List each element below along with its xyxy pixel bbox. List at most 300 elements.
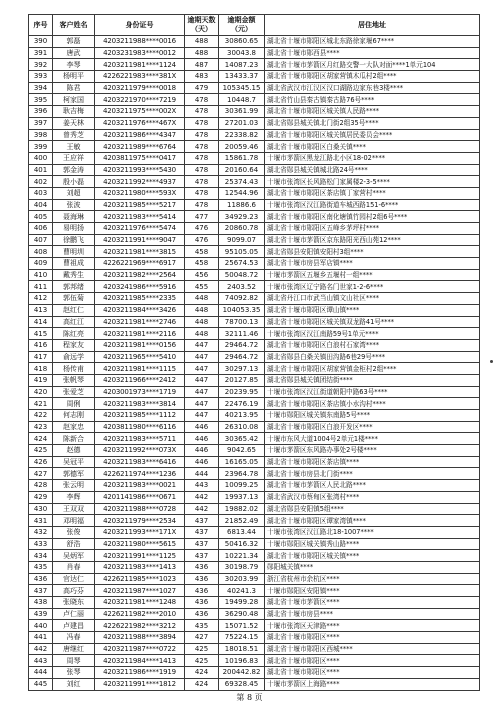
overdue-days: 437 xyxy=(185,515,219,527)
address: 湖北省十堰市郧阳区茶店镇**** xyxy=(265,456,480,468)
customer-name: 张波 xyxy=(53,199,95,211)
customer-name: 郭德军 xyxy=(53,468,95,480)
id-number: 4203211983****6416 xyxy=(95,456,185,468)
address: 湖北省十堰市郧阳区白浪村石家湾**** xyxy=(265,339,480,351)
overdue-days: 447 xyxy=(185,339,219,351)
address: 湖北省十堰市郧阳区白浪开发区**** xyxy=(265,421,480,433)
table-row xyxy=(29,59,480,71)
overdue-days: 447 xyxy=(185,351,219,363)
table-row xyxy=(29,187,480,199)
address: 湖北省十堰市茅箭区人民北路**** xyxy=(265,480,480,492)
customer-name: 张爱芝 xyxy=(53,386,95,398)
overdue-amount: 27201.03 xyxy=(219,117,265,129)
address: 湖北省十堰市郧阳区南化塘镇竹园村2组6号**** xyxy=(265,211,480,223)
row-index: 438 xyxy=(29,597,53,609)
id-number: 4226221982****3212 xyxy=(95,620,185,632)
overdue-days: 487 xyxy=(185,59,219,71)
table-row xyxy=(29,328,480,340)
id-number: 4201141986****0671 xyxy=(95,491,185,503)
customer-name: 张琴 xyxy=(53,667,95,679)
overdue-amount: 40213.95 xyxy=(219,410,265,422)
table-row xyxy=(29,667,480,679)
overdue-amount: 105345.15 xyxy=(219,82,265,94)
id-number: 4203211981****1248 xyxy=(95,597,185,609)
customer-name: 徐鹏飞 xyxy=(53,234,95,246)
id-number: 4203211992****073X xyxy=(95,445,185,457)
overdue-amount: 30361.99 xyxy=(219,106,265,118)
overdue-amount: 32111.46 xyxy=(219,328,265,340)
customer-name: 王应祥 xyxy=(53,152,95,164)
row-index: 406 xyxy=(29,223,53,235)
address: 湖北省武汉市江汉区汉口湖路边家东巷3楼**** xyxy=(265,82,480,94)
overdue-days: 444 xyxy=(185,468,219,480)
id-number: 4203211980****593X xyxy=(95,187,185,199)
address: 十堰市东风大道1004号2单元1楼**** xyxy=(265,433,480,445)
row-index: 445 xyxy=(29,678,53,690)
customer-name: 舒浩 xyxy=(53,538,95,550)
overdue-amount: 15071.52 xyxy=(219,620,265,632)
table-header xyxy=(29,15,480,36)
id-number: 4203231983****0012 xyxy=(95,47,185,59)
row-index: 416 xyxy=(29,339,53,351)
id-number: 4203211981****0156 xyxy=(95,339,185,351)
address: 十堰市张湾区天津路**** xyxy=(265,620,480,632)
customer-name: 刘超 xyxy=(53,187,95,199)
address: 湖北省武汉市蔡甸区张湾村**** xyxy=(265,491,480,503)
header-name: 客户姓名 xyxy=(53,15,95,36)
row-index: 409 xyxy=(29,258,53,270)
address: 十堰市茅箭区东风路办事处2号楼**** xyxy=(265,445,480,457)
table-row xyxy=(29,351,480,363)
row-index: 413 xyxy=(29,304,53,316)
table-row xyxy=(29,176,480,188)
id-number: 4226211974****1236 xyxy=(95,468,185,480)
overdue-amount: 16165.05 xyxy=(219,456,265,468)
header-amount: 逾期金额（元） xyxy=(219,15,265,36)
id-number: 4203211988****0016 xyxy=(95,36,185,48)
id-number: 4203211987****1027 xyxy=(95,585,185,597)
overdue-days: 478 xyxy=(185,176,219,188)
address: 湖北省十堰市郧西县**** xyxy=(265,47,480,59)
id-number: 4203211983****3814 xyxy=(95,398,185,410)
row-index: 396 xyxy=(29,106,53,118)
address: 湖北省十堰市郧阳区城关镇双龙路41号**** xyxy=(265,316,480,328)
address: 湖北省十堰市房县北门街**** xyxy=(265,468,480,480)
row-index: 427 xyxy=(29,468,53,480)
row-index: 397 xyxy=(29,117,53,129)
overdue-days: 478 xyxy=(185,94,219,106)
row-index: 436 xyxy=(29,573,53,585)
id-number: 4203211992****4937 xyxy=(95,176,185,188)
address: 湖北省十堰市郧阳区城关镇**** xyxy=(265,550,480,562)
overdue-days: 458 xyxy=(185,258,219,270)
overdue-amount: 22476.19 xyxy=(219,398,265,410)
overdue-amount: 69328.45 xyxy=(219,678,265,690)
customer-name: 郭邦绪 xyxy=(53,281,95,293)
address: 十堰市郧阳区城关镇秀山路**** xyxy=(265,538,480,550)
table-row xyxy=(29,655,480,667)
address: 湖北省十堰市郧阳区胡家营镇金柜村2组**** xyxy=(265,363,480,375)
table-row xyxy=(29,363,480,375)
row-index: 426 xyxy=(29,456,53,468)
address: 湖北省郧县城关镇城北路24号**** xyxy=(265,164,480,176)
table-row xyxy=(29,445,480,457)
id-number: 4203211987****0722 xyxy=(95,643,185,655)
id-number: 4203811980****6116 xyxy=(95,421,185,433)
row-index: 435 xyxy=(29,561,53,573)
customer-name: 何志刚 xyxy=(53,410,95,422)
id-number: 4203211979****0018 xyxy=(95,82,185,94)
overdue-days: 447 xyxy=(185,363,219,375)
row-index: 414 xyxy=(29,316,53,328)
address: 湖北省丹江口市武当山镇文山社区**** xyxy=(265,293,480,305)
address: 十堰市茅箭区五堰乡五堰村一组**** xyxy=(265,269,480,281)
address: 湖北省十堰市郧阳区**** xyxy=(265,632,480,644)
table-row xyxy=(29,223,480,235)
address: 十堰市张湾区汉江南路59号1单元**** xyxy=(265,328,480,340)
overdue-amount: 21852.49 xyxy=(219,515,265,527)
overdue-amount: 22338.82 xyxy=(219,129,265,141)
address: 湖北省十堰市房县军店镇**** xyxy=(265,258,480,270)
header-address: 居住地址 xyxy=(265,15,480,36)
overdue-amount: 10196.83 xyxy=(219,655,265,667)
customer-name: 耿吉梅 xyxy=(53,106,95,118)
id-number: 4203211980****5615 xyxy=(95,538,185,550)
customer-name: 张云明 xyxy=(53,480,95,492)
overdue-amount: 200442.82 xyxy=(219,667,265,679)
table-row xyxy=(29,339,480,351)
customer-name: 王敏 xyxy=(53,141,95,153)
overdue-amount: 10448.7 xyxy=(219,94,265,106)
overdue-days: 436 xyxy=(185,585,219,597)
row-index: 425 xyxy=(29,445,53,457)
address: 湖北省郧县白桑关镇田沟路6巷29号**** xyxy=(265,351,480,363)
header-index: 序号 xyxy=(29,15,53,36)
row-index: 421 xyxy=(29,398,53,410)
id-number: 4203241986****5916 xyxy=(95,281,185,293)
row-index: 392 xyxy=(29,59,53,71)
row-index: 415 xyxy=(29,328,53,340)
customer-name: 程家友 xyxy=(53,339,95,351)
overdue-amount: 20860.78 xyxy=(219,223,265,235)
overdue-days: 446 xyxy=(185,456,219,468)
overdue-amount: 30198.79 xyxy=(219,561,265,573)
overdue-amount: 19499.28 xyxy=(219,597,265,609)
table-row xyxy=(29,480,480,492)
overdue-days: 478 xyxy=(185,199,219,211)
row-index: 402 xyxy=(29,176,53,188)
table-body xyxy=(29,36,480,691)
overdue-amount: 20059.46 xyxy=(219,141,265,153)
scan-dot xyxy=(490,360,493,363)
row-index: 404 xyxy=(29,199,53,211)
customer-name: 刘红 xyxy=(53,678,95,690)
table-row xyxy=(29,281,480,293)
table-row xyxy=(29,374,480,386)
customer-name: 姜天林 xyxy=(53,117,95,129)
customer-name: 杨明平 xyxy=(53,71,95,83)
customer-name: 赵红仁 xyxy=(53,304,95,316)
row-index: 398 xyxy=(29,129,53,141)
row-index: 393 xyxy=(29,71,53,83)
address: 湖北省郧县城关镇北门街2组35号**** xyxy=(265,117,480,129)
id-number: 4203211981****1124 xyxy=(95,59,185,71)
table-row xyxy=(29,538,480,550)
address: 十堰市郧阳区城关镇东南路5号**** xyxy=(265,410,480,422)
customer-name: 李琴 xyxy=(53,59,95,71)
id-number: 4203001973****1719 xyxy=(95,386,185,398)
overdue-days: 442 xyxy=(185,503,219,515)
id-number: 4203211976****467X xyxy=(95,117,185,129)
address: 湖北省十堰市郧阳区**** xyxy=(265,655,480,667)
overdue-amount: 50416.32 xyxy=(219,538,265,550)
table-row xyxy=(29,632,480,644)
overdue-days: 446 xyxy=(185,433,219,445)
row-index: 418 xyxy=(29,363,53,375)
address: 湖北省十堰市郧阳区谭山镇**** xyxy=(265,304,480,316)
row-index: 394 xyxy=(29,82,53,94)
table-row xyxy=(29,211,480,223)
row-index: 395 xyxy=(29,94,53,106)
customer-name: 高红江 xyxy=(53,316,95,328)
table-row xyxy=(29,258,480,270)
overdue-amount: 25674.53 xyxy=(219,258,265,270)
customer-name: 曾秀芝 xyxy=(53,129,95,141)
row-index: 412 xyxy=(29,293,53,305)
overdue-days: 437 xyxy=(185,550,219,562)
overdue-amount: 19937.13 xyxy=(219,491,265,503)
table-row xyxy=(29,597,480,609)
overdue-days: 479 xyxy=(185,82,219,94)
id-number: 4203211975****002X xyxy=(95,106,185,118)
overdue-days: 447 xyxy=(185,386,219,398)
overdue-amount: 75224.15 xyxy=(219,632,265,644)
customer-name: 柯家国 xyxy=(53,94,95,106)
overdue-amount: 26310.08 xyxy=(219,421,265,433)
row-index: 403 xyxy=(29,187,53,199)
overdue-days: 478 xyxy=(185,117,219,129)
address: 湖北省十堰市茅箭区京东路阳光西山苑12**** xyxy=(265,234,480,246)
row-index: 410 xyxy=(29,269,53,281)
id-number: 4203211993****171X xyxy=(95,526,185,538)
table-row xyxy=(29,678,480,690)
row-index: 431 xyxy=(29,515,53,527)
customer-name: 唐继红 xyxy=(53,643,95,655)
overdue-days: 427 xyxy=(185,632,219,644)
overdue-amount: 30043.8 xyxy=(219,47,265,59)
id-number: 4226221969****6917 xyxy=(95,258,185,270)
table-row xyxy=(29,561,480,573)
id-number: 4203211984****1413 xyxy=(95,655,185,667)
table-row xyxy=(29,36,480,48)
table-row xyxy=(29,129,480,141)
customer-name: 陈红亮 xyxy=(53,328,95,340)
customer-name: 曹明圳 xyxy=(53,246,95,258)
row-index: 432 xyxy=(29,526,53,538)
id-number: 4203211985****1112 xyxy=(95,410,185,422)
table-row xyxy=(29,234,480,246)
customer-name: 陈君 xyxy=(53,82,95,94)
table-row xyxy=(29,503,480,515)
table-row xyxy=(29,316,480,328)
id-number: 4203211979****2534 xyxy=(95,515,185,527)
overdue-days: 442 xyxy=(185,491,219,503)
id-number: 4226221983****381X xyxy=(95,71,185,83)
overdue-days: 483 xyxy=(185,71,219,83)
customer-name: 吴冠平 xyxy=(53,456,95,468)
customer-name: 杨传甫 xyxy=(53,363,95,375)
overdue-days: 436 xyxy=(185,608,219,620)
id-number: 4203211983****1413 xyxy=(95,561,185,573)
table-row xyxy=(29,398,480,410)
id-number: 4203211985****2335 xyxy=(95,293,185,305)
id-number: 4203211981****1115 xyxy=(95,363,185,375)
row-index: 444 xyxy=(29,667,53,679)
customer-name: 肖春 xyxy=(53,561,95,573)
customer-name: 邓明福 xyxy=(53,515,95,527)
overdue-days: 436 xyxy=(185,573,219,585)
customer-name: 赵家忠 xyxy=(53,421,95,433)
customer-name: 郭伍菊 xyxy=(53,293,95,305)
id-number: 4203211988****0728 xyxy=(95,503,185,515)
customer-name: 陈新合 xyxy=(53,433,95,445)
overdue-days: 446 xyxy=(185,445,219,457)
overdue-days: 455 xyxy=(185,281,219,293)
address: 十堰市张湾区长风路松门家属楼2-3-5**** xyxy=(265,176,480,188)
overdue-amount: 30365.42 xyxy=(219,433,265,445)
customer-name: 卢建昌 xyxy=(53,620,95,632)
table-row xyxy=(29,550,480,562)
customer-name: 赵德 xyxy=(53,445,95,457)
table-row xyxy=(29,71,480,83)
row-index: 420 xyxy=(29,386,53,398)
overdue-days: 446 xyxy=(185,421,219,433)
address: 十堰市张湾区汉江街道朝阳中路63号**** xyxy=(265,386,480,398)
customer-name: 周俐 xyxy=(53,398,95,410)
id-number: 4203211976****5474 xyxy=(95,223,185,235)
row-index: 390 xyxy=(29,36,53,48)
overdue-amount: 10099.25 xyxy=(219,480,265,492)
table-row xyxy=(29,585,480,597)
page-number: 第 8 页 xyxy=(236,693,263,702)
id-number: 4203221970****7219 xyxy=(95,94,185,106)
id-number: 4203211965****5410 xyxy=(95,351,185,363)
overdue-amount: 2403.52 xyxy=(219,281,265,293)
address: 湖北省郧县安阳镇5组**** xyxy=(265,503,480,515)
overdue-days: 488 xyxy=(185,36,219,48)
row-index: 417 xyxy=(29,351,53,363)
overdue-amount: 30203.99 xyxy=(219,573,265,585)
id-number: 4203211991****1125 xyxy=(95,550,185,562)
overdue-amount: 10221.34 xyxy=(219,550,265,562)
address: 湖北省十堰市郧阳区**** xyxy=(265,667,480,679)
address: 十堰市茅箭区黑龙江路北小区18-02**** xyxy=(265,152,480,164)
row-index: 399 xyxy=(29,141,53,153)
overdue-days: 448 xyxy=(185,316,219,328)
overdue-days: 476 xyxy=(185,223,219,235)
overdue-days: 448 xyxy=(185,293,219,305)
table-row xyxy=(29,643,480,655)
overdue-amount: 18018.51 xyxy=(219,643,265,655)
id-number: 4203211991****1812 xyxy=(95,678,185,690)
table-row xyxy=(29,410,480,422)
address: 湖北省十堰市郧阳区谭家湾镇**** xyxy=(265,515,480,527)
row-index: 433 xyxy=(29,538,53,550)
id-number: 4203211983****5414 xyxy=(95,211,185,223)
address: 十堰市茅箭区上海路**** xyxy=(265,678,480,690)
overdue-amount: 6813.44 xyxy=(219,526,265,538)
overdue-days: 447 xyxy=(185,410,219,422)
table-row xyxy=(29,141,480,153)
row-index: 441 xyxy=(29,632,53,644)
address: 湖北省郧县城关镇团结街**** xyxy=(265,374,480,386)
table-row xyxy=(29,456,480,468)
overdue-days: 477 xyxy=(185,211,219,223)
overdue-days: 447 xyxy=(185,398,219,410)
customer-name: 郭磊 xyxy=(53,36,95,48)
overdue-days: 478 xyxy=(185,187,219,199)
overdue-days: 447 xyxy=(185,374,219,386)
row-index: 422 xyxy=(29,410,53,422)
customer-name: 曹祖成 xyxy=(53,258,95,270)
overdue-amount: 9099.07 xyxy=(219,234,265,246)
overdue-days: 437 xyxy=(185,538,219,550)
table-row xyxy=(29,304,480,316)
overdue-amount: 30860.65 xyxy=(219,36,265,48)
row-index: 419 xyxy=(29,374,53,386)
row-index: 437 xyxy=(29,585,53,597)
row-index: 428 xyxy=(29,480,53,492)
overdue-amount: 13433.37 xyxy=(219,71,265,83)
table-row xyxy=(29,269,480,281)
row-index: 439 xyxy=(29,608,53,620)
overdue-days: 425 xyxy=(185,655,219,667)
address: 湖北省十堰市郧阳区五峰乡茅坪村**** xyxy=(265,223,480,235)
address: 湖北省十堰市郧阳区城北东路徐家堰67**** xyxy=(265,36,480,48)
id-number: 4203211991****9047 xyxy=(95,234,185,246)
customer-name: 卢仁丽 xyxy=(53,608,95,620)
customer-name: 张俊 xyxy=(53,526,95,538)
table-row xyxy=(29,433,480,445)
customer-table xyxy=(28,14,480,691)
customer-name: 殷小磊 xyxy=(53,176,95,188)
table-row xyxy=(29,94,480,106)
table-row xyxy=(29,491,480,503)
address: 十堰市张湾区汉江路街道车城西路151-6**** xyxy=(265,199,480,211)
id-number: 4203211986****4347 xyxy=(95,129,185,141)
overdue-days: 435 xyxy=(185,620,219,632)
header-id: 身份证号 xyxy=(95,15,185,36)
overdue-amount: 20160.64 xyxy=(219,164,265,176)
customer-name: 周琴 xyxy=(53,655,95,667)
id-number: 4203211993****5430 xyxy=(95,164,185,176)
id-number: 4203211985****5217 xyxy=(95,199,185,211)
overdue-amount: 11886.6 xyxy=(219,199,265,211)
row-index: 405 xyxy=(29,211,53,223)
overdue-amount: 9042.65 xyxy=(219,445,265,457)
overdue-days: 448 xyxy=(185,328,219,340)
table-row xyxy=(29,152,480,164)
customer-name: 高巧芬 xyxy=(53,585,95,597)
address: 湖北省十堰市郧阳区胡家营镇木瓜村2组**** xyxy=(265,71,480,83)
customer-name: 冯春 xyxy=(53,632,95,644)
customer-name: 王双双 xyxy=(53,503,95,515)
overdue-amount: 25374.43 xyxy=(219,176,265,188)
table-row xyxy=(29,386,480,398)
address: 浙江省杭州市余杭区**** xyxy=(265,573,480,585)
overdue-days: 478 xyxy=(185,164,219,176)
address: 十堰市张湾区辽宁路名门世家1-2-6**** xyxy=(265,281,480,293)
